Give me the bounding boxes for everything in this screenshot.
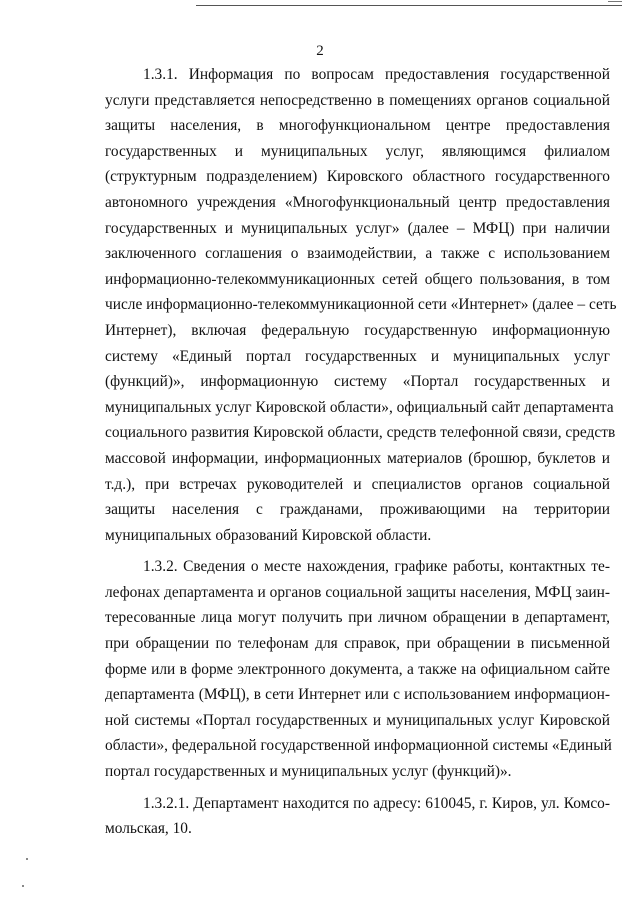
paragraph-line: при обращении по телефонам для справок, при обращении в письменной	[105, 635, 610, 653]
paragraph-line: услуги представляется непосредственно в помещениях органов социальной	[105, 91, 610, 109]
paragraph-1-3-1	[105, 62, 617, 548]
paragraph-1-3-2	[105, 554, 610, 784]
paragraph-1-3-2-1	[105, 791, 610, 842]
paragraph-line: 1.3.1. Информация по вопросам предоставления государственной	[143, 66, 610, 83]
paragraph-line: департамента (МФЦ), в сети Интернет или с использованием информацион-	[105, 686, 610, 704]
paragraph-line: массовой информации, информационных материалов (брошюр, буклетов и	[105, 449, 610, 467]
scan-speck	[26, 858, 28, 860]
paragraph-line: числе информационно-телекоммуникационной сети «Интернет» (далее – сеть	[105, 296, 617, 314]
top-border-line	[196, 5, 622, 6]
document-body	[105, 62, 617, 842]
paragraph-line: (функций)», информационную систему «Портал государственных и	[105, 373, 610, 391]
paragraph-line: 1.3.2. Сведения о месте нахождения, графике работы, контактных те-	[143, 558, 610, 576]
paragraph-line: (структурным подразделением) Кировского областного государственного	[105, 168, 610, 186]
paragraph-line: тересованные лица могут получить при личном обращении в департамент,	[105, 609, 610, 627]
paragraph-line: области», федеральной государственной информационной системы «Единый	[105, 737, 612, 755]
paragraph-line: государственных и муниципальных услуг» (далее – МФЦ) при наличии	[105, 219, 610, 237]
paragraph-line: мольская, 10.	[105, 820, 192, 838]
paragraph-line: защиты населения с гражданами, проживающими на территории	[105, 501, 610, 519]
paragraph-line: портал государственных и муниципальных услуг (функций)».	[105, 763, 512, 781]
paragraph-line: 1.3.2.1. Департамент находится по адресу: 610045, г. Киров, ул. Комсо-	[143, 794, 610, 812]
paragraph-line: ной системы «Портал государственных и муниципальных услуг Кировской	[105, 711, 610, 729]
paragraph-line: лефонах департамента и органов социальной защиты населения, МФЦ заин-	[105, 583, 610, 601]
paragraph-line: социального развития Кировской области, средств телефонной связи, средств	[105, 424, 616, 442]
top-border-mark	[608, 1, 622, 2]
paragraph-line: т.д.), при встречах руководителей и специалистов органов социальной	[105, 475, 610, 493]
paragraph-line: государственных и муниципальных услуг, являющимся филиалом	[105, 142, 610, 160]
scan-speck	[22, 885, 24, 887]
page-number: 2	[316, 43, 324, 59]
paragraph-line: автономного учреждения «Многофункциональный центр предоставления	[105, 193, 610, 211]
paragraph-line: систему «Единый портал государственных и муниципальных услуг	[105, 347, 610, 365]
paragraph-line: информационно-телекоммуникационных сетей общего пользования, в том	[105, 270, 610, 288]
paragraph-line: Интернет), включая федеральную государственную информационную	[105, 321, 610, 339]
paragraph-line: муниципальных образований Кировской области.	[105, 526, 432, 544]
paragraph-line: форме или в форме электронного документа, а также на официальном сайте	[105, 660, 610, 678]
paragraph-line: муниципальных услуг Кировской области», официальный сайт департамента	[105, 398, 614, 416]
paragraph-line: защиты населения, в многофункциональном центре предоставления	[105, 117, 610, 135]
paragraph-line: заключенного соглашения о взаимодействии, а также с использованием	[105, 245, 610, 263]
